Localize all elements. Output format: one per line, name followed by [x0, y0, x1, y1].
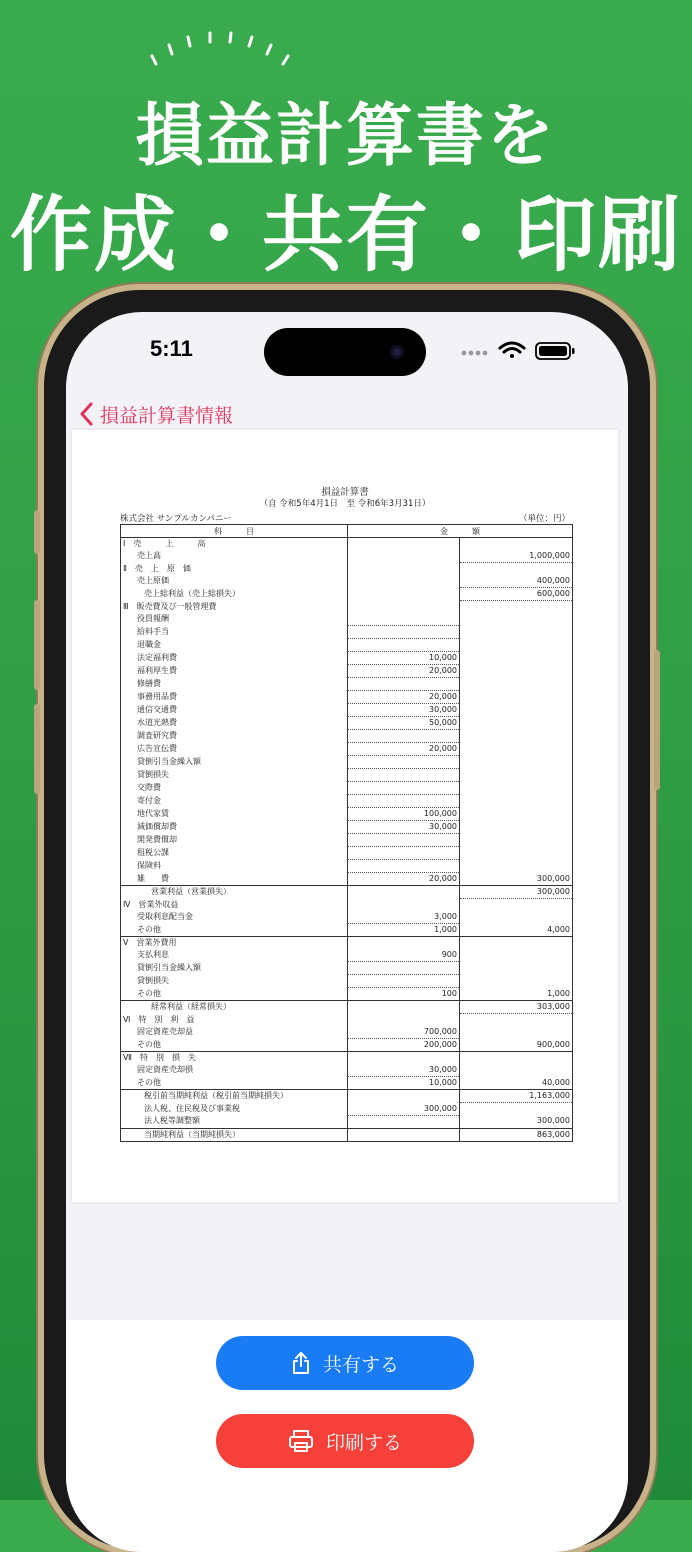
app-screen: [66, 312, 628, 1552]
statement-item-label: 売上総利益（売上総損失）: [121, 588, 348, 601]
sparkle-rays-icon: [150, 30, 290, 70]
statement-row: [121, 975, 573, 988]
statement-detail-amount: [348, 613, 460, 626]
statement-detail-amount: 20,000: [348, 665, 460, 678]
statement-detail-amount: [348, 588, 460, 601]
statement-row: [121, 730, 573, 743]
statement-detail-amount: [348, 1090, 460, 1103]
statement-row: [121, 899, 573, 912]
statement-item-label: 固定資産売却損: [121, 1064, 348, 1077]
battery-icon: [536, 343, 575, 359]
statement-row: [121, 1014, 573, 1027]
statement-item-label: その他: [121, 1039, 348, 1052]
back-button-label: 損益計算書情報: [100, 404, 234, 427]
document-title: 損益計算書: [321, 487, 369, 498]
statement-row: [121, 639, 573, 652]
statement-row: [121, 601, 573, 614]
statement-item-label: 受取利息配当金: [121, 911, 348, 924]
statement-item-label: 当期純利益（当期純損失）: [121, 1128, 348, 1141]
statement-detail-amount: 100,000: [348, 808, 460, 821]
statement-total-amount: [460, 975, 573, 988]
statement-row: [121, 1064, 573, 1077]
print-button-label: 印刷する: [325, 1431, 402, 1454]
statement-row: [121, 626, 573, 639]
signal-dots-icon: [462, 351, 488, 356]
statement-item-label: 役員報酬: [121, 613, 348, 626]
statement-total-amount: [460, 1064, 573, 1077]
column-header-item: 科 目: [121, 525, 348, 538]
statement-detail-amount: [348, 730, 460, 743]
statement-detail-amount: [348, 538, 460, 551]
statement-row: [121, 704, 573, 717]
statement-row: [121, 860, 573, 873]
statement-detail-amount: [348, 769, 460, 782]
statement-total-amount: [460, 704, 573, 717]
statement-detail-amount: 700,000: [348, 1026, 460, 1039]
statement-item-label: 租税公課: [121, 847, 348, 860]
statement-total-amount: [460, 808, 573, 821]
statement-total-amount: 300,000: [460, 873, 573, 886]
statement-detail-amount: 20,000: [348, 873, 460, 886]
statement-detail-amount: [348, 847, 460, 860]
statement-total-amount: [460, 613, 573, 626]
statement-row: [121, 538, 573, 551]
statement-item-label: 法人税等調整額: [121, 1115, 348, 1128]
statement-detail-amount: 20,000: [348, 691, 460, 704]
statement-item-label: 売上原価: [121, 575, 348, 588]
statement-item-label: Ⅵ 特 別 利 益: [121, 1014, 348, 1027]
back-button[interactable]: [80, 396, 233, 432]
wifi-icon: [500, 343, 524, 358]
statement-row: [121, 743, 573, 756]
statement-total-amount: [460, 626, 573, 639]
share-button-label: 共有する: [322, 1353, 399, 1376]
statement-total-amount: 300,000: [460, 1115, 573, 1128]
statement-detail-amount: 30,000: [348, 821, 460, 834]
statement-total-amount: [460, 795, 573, 808]
statement-item-label: 交際費: [121, 782, 348, 795]
statement-total-amount: [460, 821, 573, 834]
statement-row: [121, 834, 573, 847]
statement-detail-amount: [348, 937, 460, 950]
statement-total-amount: [460, 563, 573, 576]
phone-side-button: [654, 650, 660, 790]
statement-detail-amount: [348, 756, 460, 769]
statement-total-amount: [460, 665, 573, 678]
statement-total-amount: [460, 834, 573, 847]
statement-detail-amount: [348, 782, 460, 795]
statement-detail-amount: 30,000: [348, 1064, 460, 1077]
statement-item-label: Ⅲ 販売費及び一般管理費: [121, 601, 348, 614]
statement-item-label: Ⅱ 売 上 原 価: [121, 563, 348, 576]
column-header-amount: 金 額: [348, 525, 573, 538]
statement-item-label: 広告宣伝費: [121, 743, 348, 756]
statement-row: [121, 691, 573, 704]
statement-row: [121, 756, 573, 769]
statement-item-label: 経常利益（経常損失）: [121, 1001, 348, 1014]
phone-side-button: [34, 510, 40, 554]
statement-item-label: 調査研究費: [121, 730, 348, 743]
statement-row: [121, 949, 573, 962]
statement-total-amount: [460, 717, 573, 730]
statement-row: [121, 1115, 573, 1128]
statement-detail-amount: 200,000: [348, 1039, 460, 1052]
dynamic-island: [264, 328, 426, 376]
statement-row: [121, 1128, 573, 1141]
company-name: 株式会社 サンプルカンパニー: [120, 514, 232, 524]
statement-detail-amount: [348, 639, 460, 652]
statement-item-label: 法定福利費: [121, 652, 348, 665]
statement-row: [121, 563, 573, 576]
phone-frame: [44, 290, 650, 1550]
statement-detail-amount: [348, 550, 460, 563]
printer-icon: [288, 1429, 314, 1453]
statement-total-amount: 40,000: [460, 1077, 573, 1090]
statement-total-amount: [460, 899, 573, 912]
status-indicators: [460, 340, 580, 362]
statement-row: [121, 782, 573, 795]
statement-row: [121, 652, 573, 665]
statement-row: [121, 886, 573, 899]
statement-item-label: 保険料: [121, 860, 348, 873]
statement-detail-amount: 10,000: [348, 652, 460, 665]
status-time: 5:11: [150, 336, 193, 361]
statement-detail-amount: [348, 1001, 460, 1014]
phone-side-button: [34, 600, 40, 690]
statement-total-amount: [460, 691, 573, 704]
statement-total-amount: 1,000: [460, 988, 573, 1001]
statement-detail-amount: [348, 1115, 460, 1128]
statement-row: [121, 613, 573, 626]
statement-row: [121, 795, 573, 808]
statement-total-amount: [460, 1103, 573, 1116]
statement-row: [121, 1026, 573, 1039]
statement-item-label: その他: [121, 988, 348, 1001]
statement-item-label: 雑 費: [121, 873, 348, 886]
statement-row: [121, 575, 573, 588]
statement-detail-amount: 20,000: [348, 743, 460, 756]
statement-item-label: Ⅰ 売 上 高: [121, 538, 348, 551]
camera-icon: [390, 345, 404, 359]
statement-detail-amount: [348, 795, 460, 808]
statement-item-label: 給料手当: [121, 626, 348, 639]
statement-item-label: 支払利息: [121, 949, 348, 962]
statement-total-amount: [460, 743, 573, 756]
statement-row: [121, 911, 573, 924]
statement-row: [121, 988, 573, 1001]
statement-detail-amount: 100: [348, 988, 460, 1001]
statement-total-amount: [460, 937, 573, 950]
statement-total-amount: [460, 911, 573, 924]
statement-detail-amount: [348, 563, 460, 576]
statement-row: [121, 924, 573, 937]
statement-total-amount: [460, 782, 573, 795]
statement-total-amount: [460, 962, 573, 975]
share-icon: [291, 1351, 311, 1375]
headline-line-1: 損益計算書を: [135, 97, 556, 176]
statement-detail-amount: [348, 860, 460, 873]
statement-item-label: Ⅴ 営業外費用: [121, 937, 348, 950]
statement-detail-amount: [348, 575, 460, 588]
statement-row: [121, 1090, 573, 1103]
statement-item-label: 通信交通費: [121, 704, 348, 717]
statement-total-amount: [460, 847, 573, 860]
statement-row: [121, 873, 573, 886]
statement-detail-amount: 30,000: [348, 704, 460, 717]
statement-total-amount: [460, 601, 573, 614]
statement-detail-amount: [348, 975, 460, 988]
statement-item-label: 退職金: [121, 639, 348, 652]
statement-item-label: 固定資産売却益: [121, 1026, 348, 1039]
statement-detail-amount: [348, 1052, 460, 1065]
statement-total-amount: [460, 1026, 573, 1039]
statement-item-label: 貸倒損失: [121, 769, 348, 782]
statement-item-label: 地代家賃: [121, 808, 348, 821]
statement-row: [121, 1001, 573, 1014]
statement-row: [121, 847, 573, 860]
statement-detail-amount: [348, 601, 460, 614]
statement-total-amount: [460, 730, 573, 743]
statement-detail-amount: 3,000: [348, 911, 460, 924]
statement-item-label: その他: [121, 924, 348, 937]
statement-total-amount: [460, 860, 573, 873]
statement-item-label: その他: [121, 1077, 348, 1090]
statement-item-label: Ⅳ 営業外収益: [121, 899, 348, 912]
statement-total-amount: [460, 538, 573, 551]
statement-item-label: 事務用品費: [121, 691, 348, 704]
statement-row: [121, 678, 573, 691]
statement-detail-amount: 900: [348, 949, 460, 962]
statement-row: [121, 665, 573, 678]
statement-total-amount: 400,000: [460, 575, 573, 588]
headline-line-2: 作成・共有・印刷: [9, 188, 682, 283]
income-statement-table: [120, 524, 573, 1142]
statement-row: [121, 588, 573, 601]
statement-detail-amount: [348, 1128, 460, 1141]
statement-item-label: 開発費償却: [121, 834, 348, 847]
statement-detail-amount: [348, 962, 460, 975]
statement-row: [121, 1103, 573, 1116]
statement-item-label: 法人税、住民税及び事業税: [121, 1103, 348, 1116]
chevron-left-icon: [80, 402, 94, 426]
statement-item-label: 売上高: [121, 550, 348, 563]
statement-total-amount: 1,000,000: [460, 550, 573, 563]
statement-detail-amount: [348, 899, 460, 912]
statement-total-amount: [460, 949, 573, 962]
statement-detail-amount: 1,000: [348, 924, 460, 937]
statement-total-amount: 900,000: [460, 1039, 573, 1052]
statement-row: [121, 717, 573, 730]
statement-total-amount: [460, 769, 573, 782]
statement-detail-amount: 50,000: [348, 717, 460, 730]
statement-item-label: 貸倒引当金繰入額: [121, 962, 348, 975]
phone-side-button: [34, 704, 40, 794]
unit-label: （単位：円）: [518, 514, 570, 524]
print-button[interactable]: [216, 1414, 474, 1468]
statement-detail-amount: [348, 678, 460, 691]
statement-total-amount: 4,000: [460, 924, 573, 937]
statement-total-amount: 600,000: [460, 588, 573, 601]
statement-row: [121, 1039, 573, 1052]
statement-item-label: Ⅶ 特 別 損 失: [121, 1052, 348, 1065]
statement-row: [121, 769, 573, 782]
statement-total-amount: 863,000: [460, 1128, 573, 1141]
statement-total-amount: 300,000: [460, 886, 573, 899]
statement-item-label: 寄付金: [121, 795, 348, 808]
statement-total-amount: [460, 1014, 573, 1027]
statement-total-amount: [460, 756, 573, 769]
statement-item-label: 減価償却費: [121, 821, 348, 834]
statement-item-label: 貸倒引当金繰入額: [121, 756, 348, 769]
statement-item-label: 税引前当期純利益（税引前当期純損失）: [121, 1090, 348, 1103]
statement-detail-amount: [348, 1014, 460, 1027]
statement-row: [121, 821, 573, 834]
statement-row: [121, 962, 573, 975]
statement-item-label: 貸倒損失: [121, 975, 348, 988]
statement-total-amount: 303,000: [460, 1001, 573, 1014]
statement-item-label: 営業利益（営業損失）: [121, 886, 348, 899]
statement-total-amount: [460, 652, 573, 665]
share-button[interactable]: [216, 1336, 474, 1390]
statement-row: [121, 808, 573, 821]
statement-detail-amount: [348, 626, 460, 639]
statement-detail-amount: [348, 886, 460, 899]
statement-row: [121, 1052, 573, 1065]
statement-total-amount: 1,163,000: [460, 1090, 573, 1103]
statement-item-label: 水道光熱費: [121, 717, 348, 730]
document-period: （自 令和5年4月1日 至 令和6年3月31日）: [259, 499, 431, 509]
statement-row: [121, 1077, 573, 1090]
statement-detail-amount: 10,000: [348, 1077, 460, 1090]
statement-item-label: 福利厚生費: [121, 665, 348, 678]
statement-row: [121, 550, 573, 563]
statement-total-amount: [460, 639, 573, 652]
statement-item-label: 修繕費: [121, 678, 348, 691]
statement-total-amount: [460, 678, 573, 691]
statement-row: [121, 937, 573, 950]
statement-total-amount: [460, 1052, 573, 1065]
statement-detail-amount: [348, 834, 460, 847]
income-statement-preview: [72, 430, 618, 1202]
statement-detail-amount: 300,000: [348, 1103, 460, 1116]
